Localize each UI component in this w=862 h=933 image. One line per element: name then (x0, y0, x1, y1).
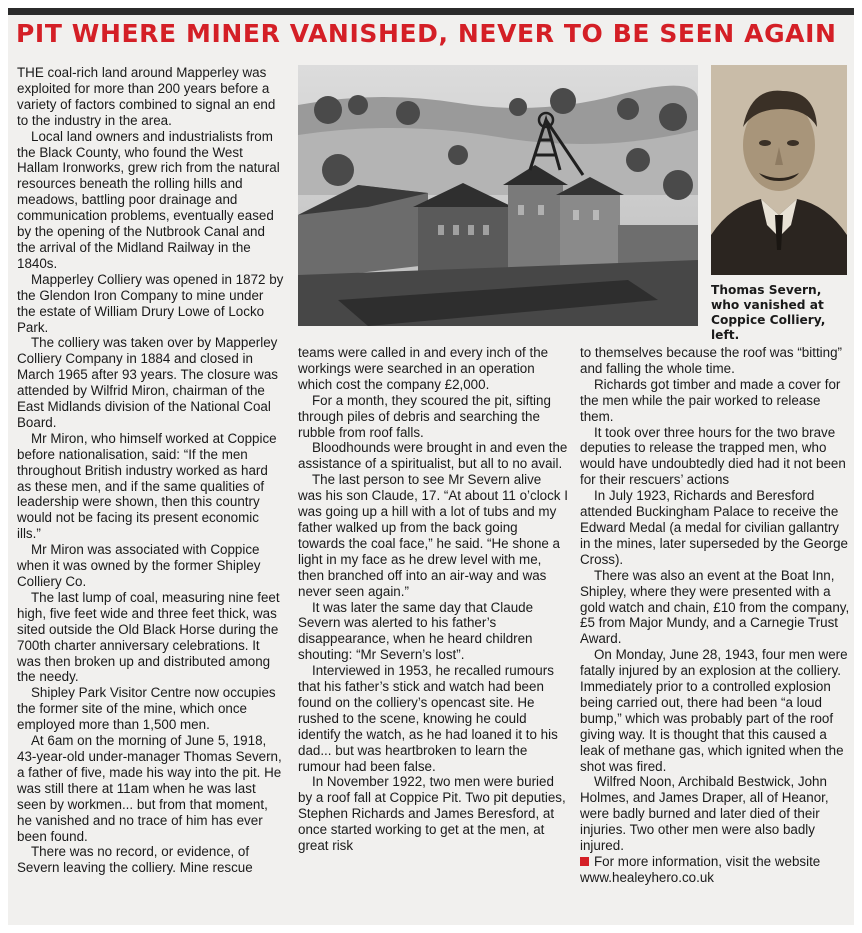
paragraph: Mr Miron, who himself worked at Coppice before nationalisation, said: “If the men throughout British industry worked as hard as these men, and if the same qualities of leadership were shown, then this country would not be facing its present economic ills.” (17, 430, 277, 542)
paragraph: Local land owners and industrialists from the Black County, who found the West Hallam Ironworks, grew rich from the natural resources beneath the rolling hills and meadows, battling poor drainage and communication problems, eventually eased by the opening of the Nutbrook Canal and the arrival of the Midland Railway in the 1840s. (17, 128, 280, 271)
paragraph: teams were called in and every inch of the workings were searched in an operation which cost the company £2,000. (298, 345, 549, 392)
paragraph: The colliery was taken over by Mapperley Colliery Company in 1884 and closed in March 1965 after 93 years. The closure was attended by Wilfrid Miron, chairman of the East Midlands division of the National Coal Board. (17, 335, 278, 430)
newspaper-page (8, 8, 854, 925)
more-info (580, 854, 852, 886)
paragraph: There was also an event at the Boat Inn, Shipley, where they were presented with a gold watch and chain, £10 from the company, £5 from Major Mundy, and a Carnegie Trust Award. (580, 567, 850, 647)
paragraph: It took over three hours for the two brave deputies to release the trapped men, who would have undoubtedly died had it not been for their rescuers’ actions (580, 424, 846, 488)
colliery-photo (298, 65, 698, 326)
paragraph: In July 1923, Richards and Beresford attended Buckingham Palace to receive the Edward Medal (a medal for civilian gallantry in the mines, later superseded by the George Cross). (580, 488, 848, 567)
paragraph: For a month, they scoured the pit, sifting through piles of debris and searching the rubble from roof falls. (298, 392, 551, 440)
headline: PIT WHERE MINER VANISHED, NEVER TO BE SEEN AGAIN (16, 19, 837, 48)
paragraph: The last lump of coal, measuring nine feet high, five feet wide and three feet thick, was sited outside the Old Black Horse during the 700th charter anniversary celebrations. It was then broken up and distributed among the needy. (17, 589, 280, 685)
paragraph: It was later the same day that Claude Severn was alerted to his father’s disappearance, when he heard children shouting: “Mr Severn’s lost”. (298, 599, 534, 663)
paragraph: In November 1922, two men were buried by a roof fall at Coppice Pit. Two pit deputies, Stephen Richards and James Beresford, at once started working to get at the men, at great risk (298, 774, 566, 854)
paragraph: Bloodhounds were brought in and even the assistance of a spiritualist, but all to no avail. (298, 440, 568, 472)
portrait-photo (711, 65, 847, 275)
paragraph: Interviewed in 1953, he recalled rumours that his father’s stick and watch had been found on the colliery’s opencast site. He rushed to the scene, knowing he could identify the watch, as he had loaned it to his dad... but was heartbroken to learn the rumour had been false. (298, 663, 558, 774)
paragraph: On Monday, June 28, 1943, four men were fatally injured by an explosion at the colliery. Immediately prior to a controlled explosion being carried out, there had been “a loud bump,” which was probably part of the roof giving way. It is thought that this caused a leak of methane gas, which ignited when the shot was fired. (580, 647, 848, 774)
paragraph: There was no record, or evidence, of Severn leaving the colliery. Mine rescue (17, 844, 253, 876)
column-3 (580, 345, 852, 886)
paragraph: to themselves because the roof was “bitting” and falling the whole time. (580, 345, 842, 376)
paragraph: Shipley Park Visitor Centre now occupies the former site of the mine, which once employed more than 1,500 men. (17, 685, 276, 733)
paragraph: THE coal-rich land around Mapperley was exploited for more than 200 years before a variety of factors combined to signal an end to the industry in the area. (17, 65, 276, 128)
paragraph: Wilfred Noon, Archibald Bestwick, John Holmes, and James Draper, all of Heanor, were badly burned and later died of their injuries. Two other men were also badly injured. (580, 774, 829, 854)
paragraph: At 6am on the morning of June 5, 1918, 43-year-old under-manager Thomas Severn, a father of five, made his way into the pit. He was still there at 11am when he was last seen by workmen... but from that moment, he vanished and no trace of him has ever been found. (17, 733, 282, 844)
paragraph: Richards got timber and made a cover for the men while the pair worked to release them. (580, 376, 841, 424)
photo-caption: Thomas Severn, who vanished at Coppice Colliery, left. (711, 283, 826, 342)
more-info-text: For more information, visit the website www.healeyhero.co.uk (580, 854, 821, 885)
top-rule (8, 8, 854, 15)
paragraph: The last person to see Mr Severn alive was his son Claude, 17. “At about 11 o’clock I was going up a hill with a lot of tubs and my father walked up from the back going towards the coal face,” he said. “He shone a light in my face as he drew level with me, then branched off into an air-way and was never seen again.” (298, 472, 568, 599)
paragraph: Mr Miron was associated with Coppice when it was owned by the former Shipley Colliery Co. (17, 542, 261, 589)
column-1 (17, 65, 285, 876)
paragraph: Mapperley Colliery was opened in 1872 by the Glendon Iron Company to mine under the estate of William Drury Lowe of Locko Park. (17, 271, 284, 335)
bullet-square-icon (580, 857, 589, 866)
column-2 (298, 345, 568, 854)
